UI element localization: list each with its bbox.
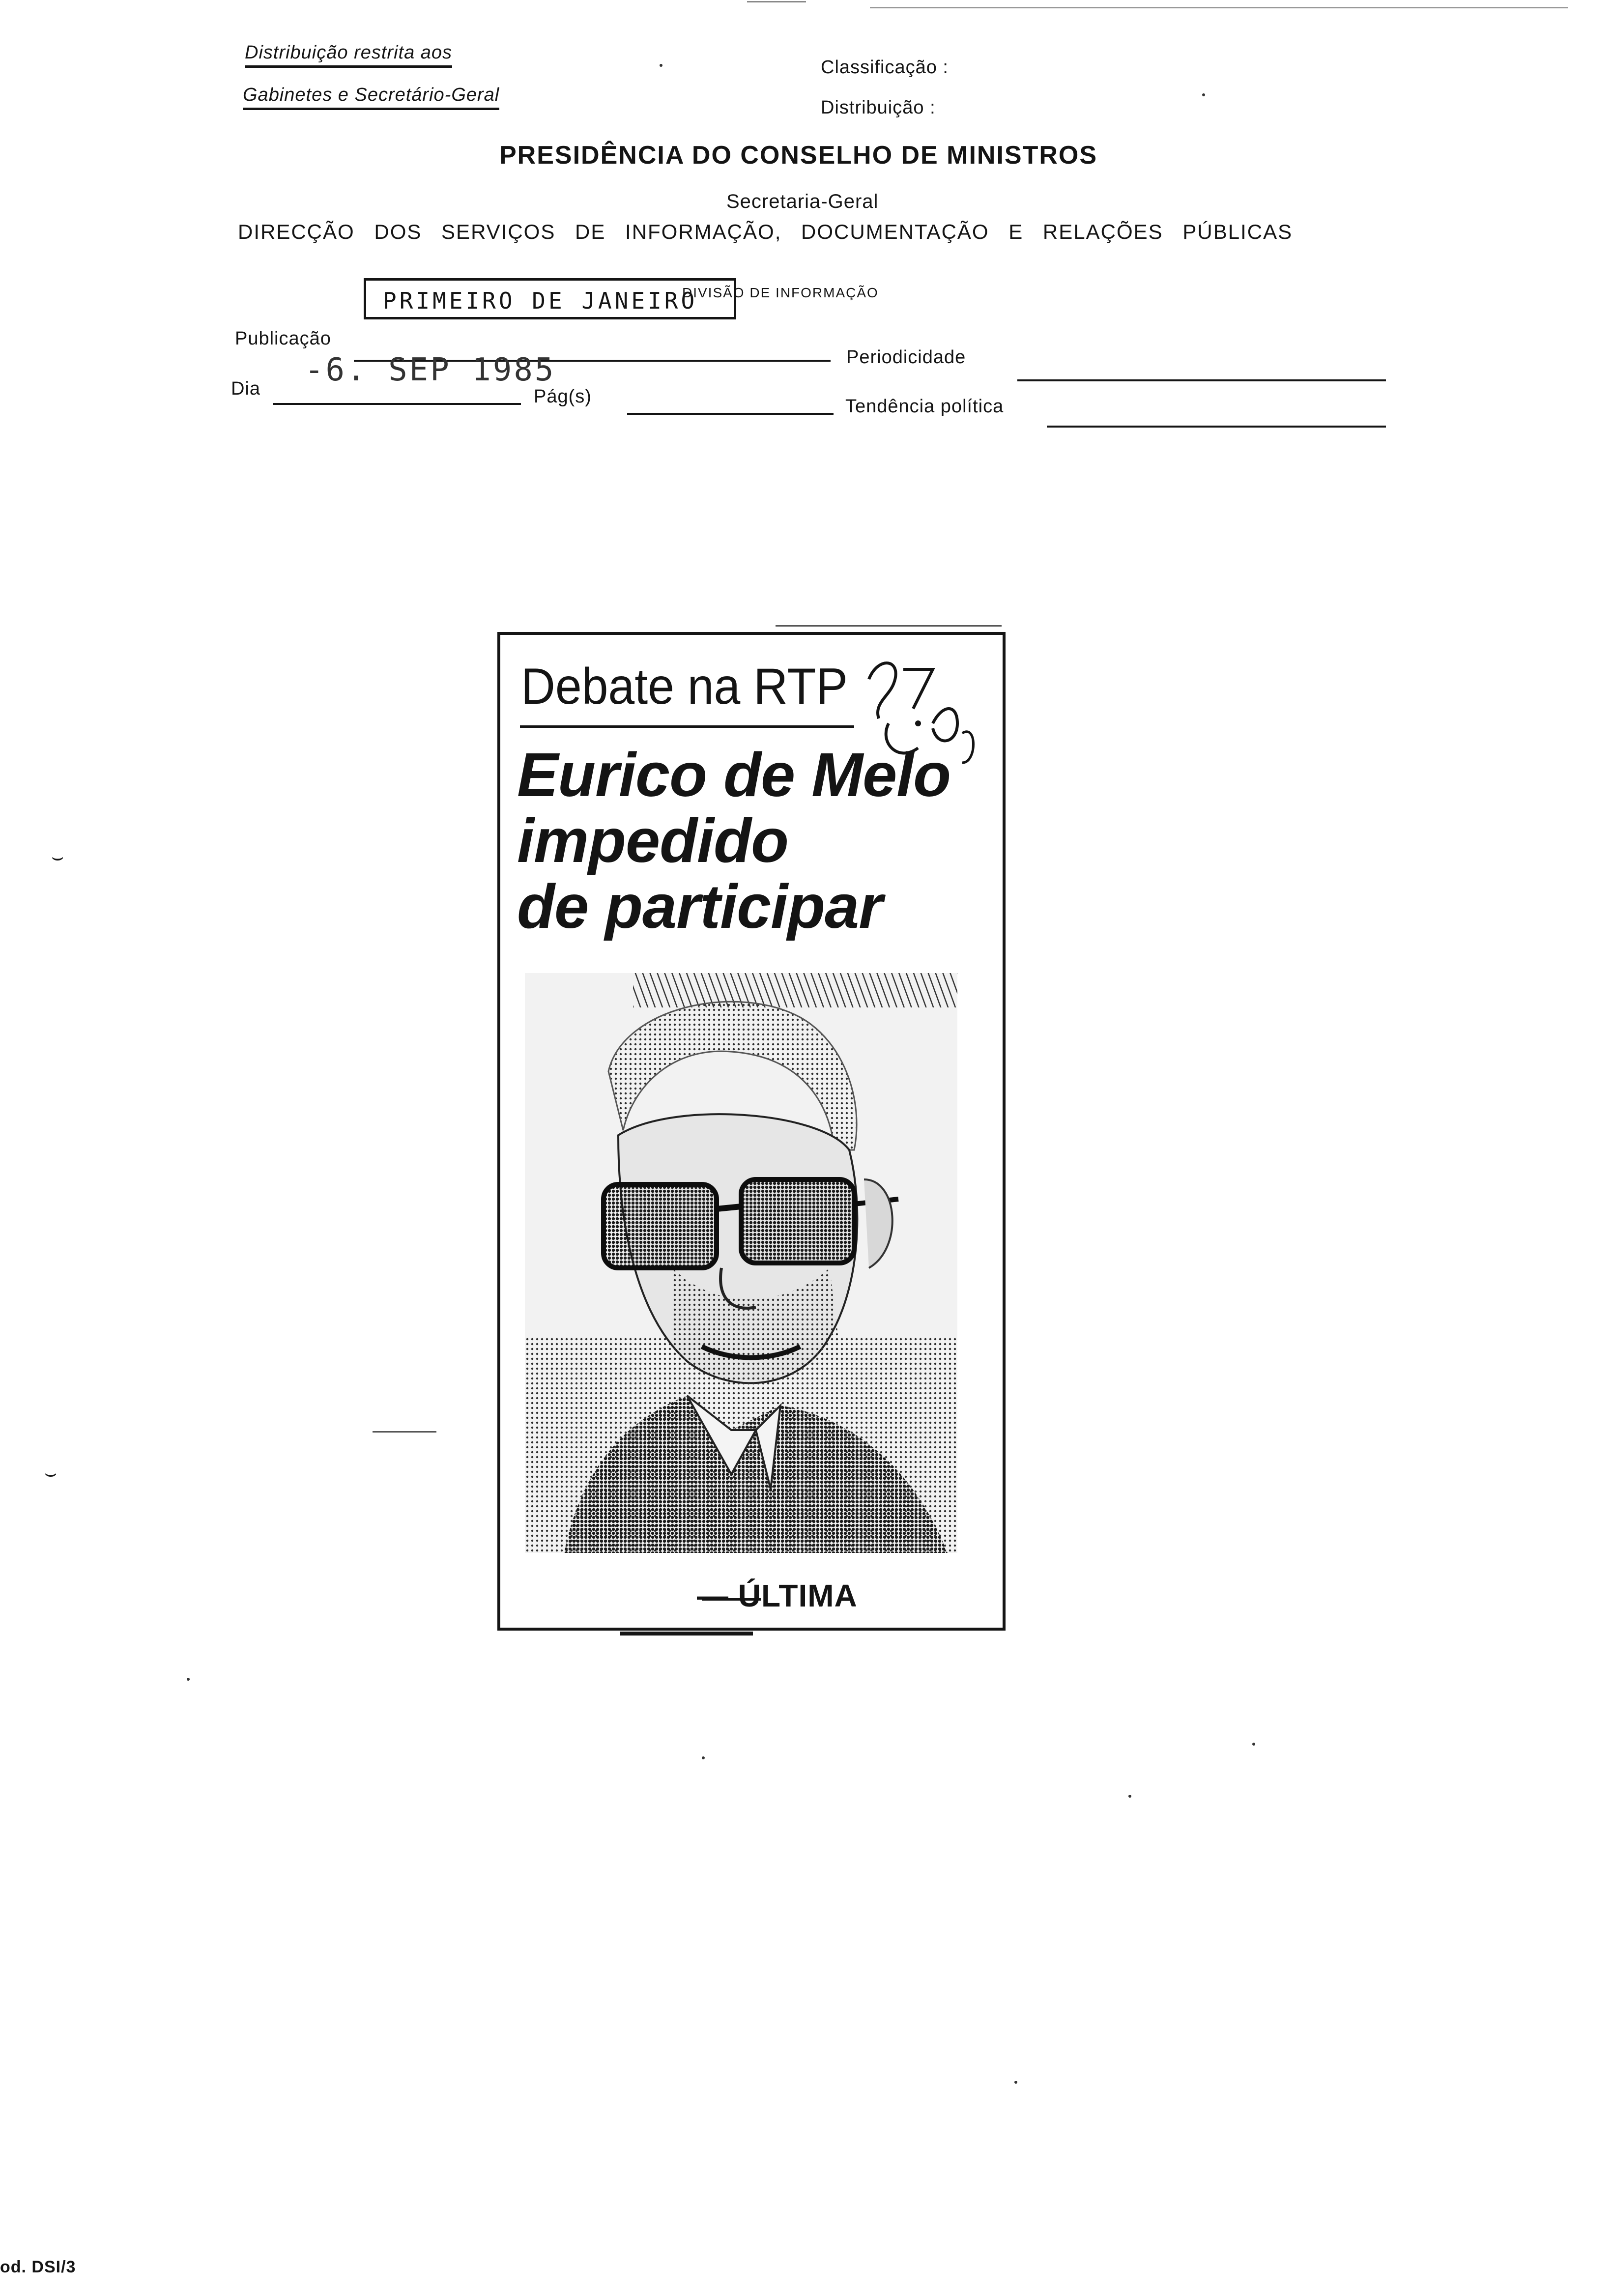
speck-7 bbox=[1014, 2081, 1017, 2084]
restricted-line-2: Gabinetes e Secretário-Geral bbox=[243, 85, 499, 110]
classificacao-label: Classificação : bbox=[821, 57, 949, 78]
division-label: DIVISÃO DE INFORMAÇÃO bbox=[682, 285, 879, 300]
restricted-line-1: Distribuição restrita aos bbox=[245, 42, 452, 68]
publication-stamp: PRIMEIRO DE JANEIRO bbox=[364, 278, 736, 319]
speck-6 bbox=[1128, 1795, 1131, 1798]
clip-reference: — ÚLTIMA bbox=[697, 1578, 858, 1613]
speck-4 bbox=[702, 1756, 705, 1759]
speck-2 bbox=[1202, 93, 1205, 96]
tendencia-underline bbox=[1047, 426, 1386, 428]
department-line: DIRECÇÃO DOS SERVIÇOS DE INFORMAÇÃO, DOCUMENTAÇÃO E RELAÇÕES PÚBLICAS bbox=[238, 220, 1293, 243]
speck-1 bbox=[660, 64, 662, 67]
clip-kicker: Debate na RTP bbox=[521, 658, 848, 715]
date-stamp: -6. SEP 1985 bbox=[305, 352, 556, 388]
speck-5 bbox=[1252, 1743, 1255, 1746]
scan-line-top-2 bbox=[870, 7, 1568, 8]
periodicidade-label: Periodicidade bbox=[846, 347, 966, 368]
pags-underline bbox=[627, 413, 834, 415]
headline-line-3: de participar bbox=[517, 872, 883, 941]
margin-dash bbox=[373, 1431, 436, 1433]
org-subtitle: Secretaria-Geral bbox=[726, 191, 879, 212]
scan-line-top-1 bbox=[747, 1, 806, 2]
tendencia-label: Tendência política bbox=[845, 396, 1004, 417]
distribuicao-label: Distribuição : bbox=[821, 97, 936, 118]
publicacao-label: Publicação bbox=[235, 328, 331, 349]
headline-line-1: Eurico de Melo bbox=[517, 740, 951, 809]
headline-line-2: impedido bbox=[517, 806, 788, 875]
under-clip-rule bbox=[620, 1632, 753, 1636]
form-code: od. DSI/3 bbox=[0, 2258, 76, 2276]
dia-label: Dia bbox=[231, 378, 261, 399]
margin-mark-2: ⌣ bbox=[44, 1463, 58, 1484]
kicker-underline bbox=[520, 725, 854, 728]
org-title: PRESIDÊNCIA DO CONSELHO DE MINISTROS bbox=[499, 141, 1098, 170]
portrait-photo bbox=[525, 973, 957, 1553]
pags-label: Pág(s) bbox=[534, 386, 592, 407]
clip-top-dash bbox=[776, 625, 1002, 627]
dia-underline bbox=[273, 403, 521, 405]
speck-3 bbox=[187, 1678, 190, 1681]
newspaper-clipping bbox=[497, 632, 1006, 1631]
margin-mark-1: ⌣ bbox=[51, 846, 64, 868]
periodicidade-underline bbox=[1017, 379, 1386, 381]
